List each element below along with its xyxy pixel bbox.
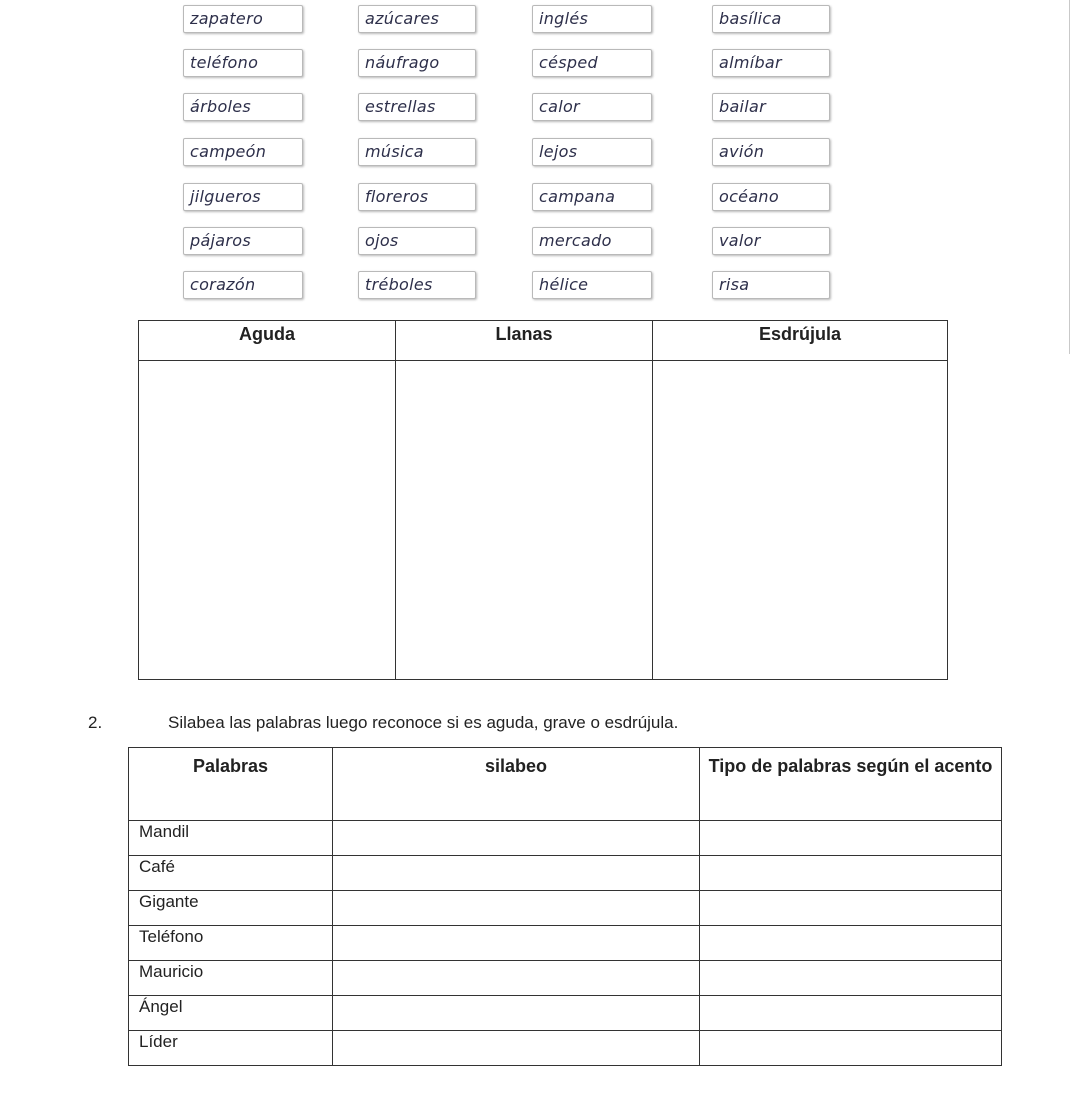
syllable-table bbox=[128, 747, 1002, 1066]
word-cell: Gigante bbox=[129, 891, 333, 926]
tipo-answer-cell[interactable] bbox=[700, 961, 1002, 996]
tipo-answer-cell[interactable] bbox=[700, 996, 1002, 1031]
header-silabeo: silabeo bbox=[333, 748, 700, 821]
table-row bbox=[129, 996, 1002, 1031]
silabeo-answer-cell[interactable] bbox=[333, 1031, 700, 1066]
word-card[interactable]: mercado bbox=[532, 227, 652, 255]
page-edge-divider bbox=[1069, 0, 1070, 354]
word-card[interactable]: océano bbox=[712, 183, 830, 211]
table-header-row bbox=[139, 321, 948, 361]
esdrujula-answer-cell[interactable] bbox=[653, 361, 948, 680]
silabeo-answer-cell[interactable] bbox=[333, 821, 700, 856]
table-header-row bbox=[129, 748, 1002, 821]
answer-row bbox=[139, 361, 948, 680]
header-aguda: Aguda bbox=[139, 321, 396, 361]
word-card[interactable]: estrellas bbox=[358, 93, 476, 121]
table-row bbox=[129, 891, 1002, 926]
word-card[interactable]: árboles bbox=[183, 93, 303, 121]
word-card[interactable]: náufrago bbox=[358, 49, 476, 77]
table-row bbox=[129, 926, 1002, 961]
word-card[interactable]: calor bbox=[532, 93, 652, 121]
tipo-answer-cell[interactable] bbox=[700, 891, 1002, 926]
question-instruction: Silabea las palabras luego reconoce si es aguda, grave o esdrújula. bbox=[168, 713, 679, 732]
word-card[interactable]: basílica bbox=[712, 5, 830, 33]
question-number: 2. bbox=[88, 713, 103, 732]
header-esdrujula: Esdrújula bbox=[653, 321, 948, 361]
word-card[interactable]: teléfono bbox=[183, 49, 303, 77]
word-card[interactable]: bailar bbox=[712, 93, 830, 121]
header-llanas: Llanas bbox=[396, 321, 653, 361]
word-card[interactable]: jilgueros bbox=[183, 183, 303, 211]
word-card[interactable]: ojos bbox=[358, 227, 476, 255]
silabeo-answer-cell[interactable] bbox=[333, 996, 700, 1031]
tipo-answer-cell[interactable] bbox=[700, 1031, 1002, 1066]
word-cell: Mauricio bbox=[129, 961, 333, 996]
word-card[interactable]: campana bbox=[532, 183, 652, 211]
llanas-answer-cell[interactable] bbox=[396, 361, 653, 680]
word-card[interactable]: almíbar bbox=[712, 49, 830, 77]
word-card[interactable]: avión bbox=[712, 138, 830, 166]
word-card[interactable]: música bbox=[358, 138, 476, 166]
word-card[interactable]: inglés bbox=[532, 5, 652, 33]
word-cell: Ángel bbox=[129, 996, 333, 1031]
word-card[interactable]: corazón bbox=[183, 271, 303, 299]
header-tipo: Tipo de palabras según el acento bbox=[700, 748, 1002, 821]
accent-classification-table bbox=[138, 320, 948, 680]
word-cell: Teléfono bbox=[129, 926, 333, 961]
word-card[interactable]: campeón bbox=[183, 138, 303, 166]
header-palabras: Palabras bbox=[129, 748, 333, 821]
word-card[interactable]: tréboles bbox=[358, 271, 476, 299]
aguda-answer-cell[interactable] bbox=[139, 361, 396, 680]
syllable-rows bbox=[129, 821, 1002, 1066]
silabeo-answer-cell[interactable] bbox=[333, 961, 700, 996]
word-card[interactable]: lejos bbox=[532, 138, 652, 166]
tipo-answer-cell[interactable] bbox=[700, 856, 1002, 891]
table-row bbox=[129, 821, 1002, 856]
word-card[interactable]: azúcares bbox=[358, 5, 476, 33]
word-card[interactable]: floreros bbox=[358, 183, 476, 211]
table-row bbox=[129, 1031, 1002, 1066]
word-card[interactable]: risa bbox=[712, 271, 830, 299]
word-card[interactable]: valor bbox=[712, 227, 830, 255]
table-row bbox=[129, 961, 1002, 996]
word-card[interactable]: pájaros bbox=[183, 227, 303, 255]
table-row bbox=[129, 856, 1002, 891]
word-card[interactable]: hélice bbox=[532, 271, 652, 299]
silabeo-answer-cell[interactable] bbox=[333, 891, 700, 926]
word-cell: Líder bbox=[129, 1031, 333, 1066]
silabeo-answer-cell[interactable] bbox=[333, 856, 700, 891]
word-card[interactable]: césped bbox=[532, 49, 652, 77]
word-cell: Mandil bbox=[129, 821, 333, 856]
word-card[interactable]: zapatero bbox=[183, 5, 303, 33]
word-cell: Café bbox=[129, 856, 333, 891]
tipo-answer-cell[interactable] bbox=[700, 821, 1002, 856]
tipo-answer-cell[interactable] bbox=[700, 926, 1002, 961]
silabeo-answer-cell[interactable] bbox=[333, 926, 700, 961]
